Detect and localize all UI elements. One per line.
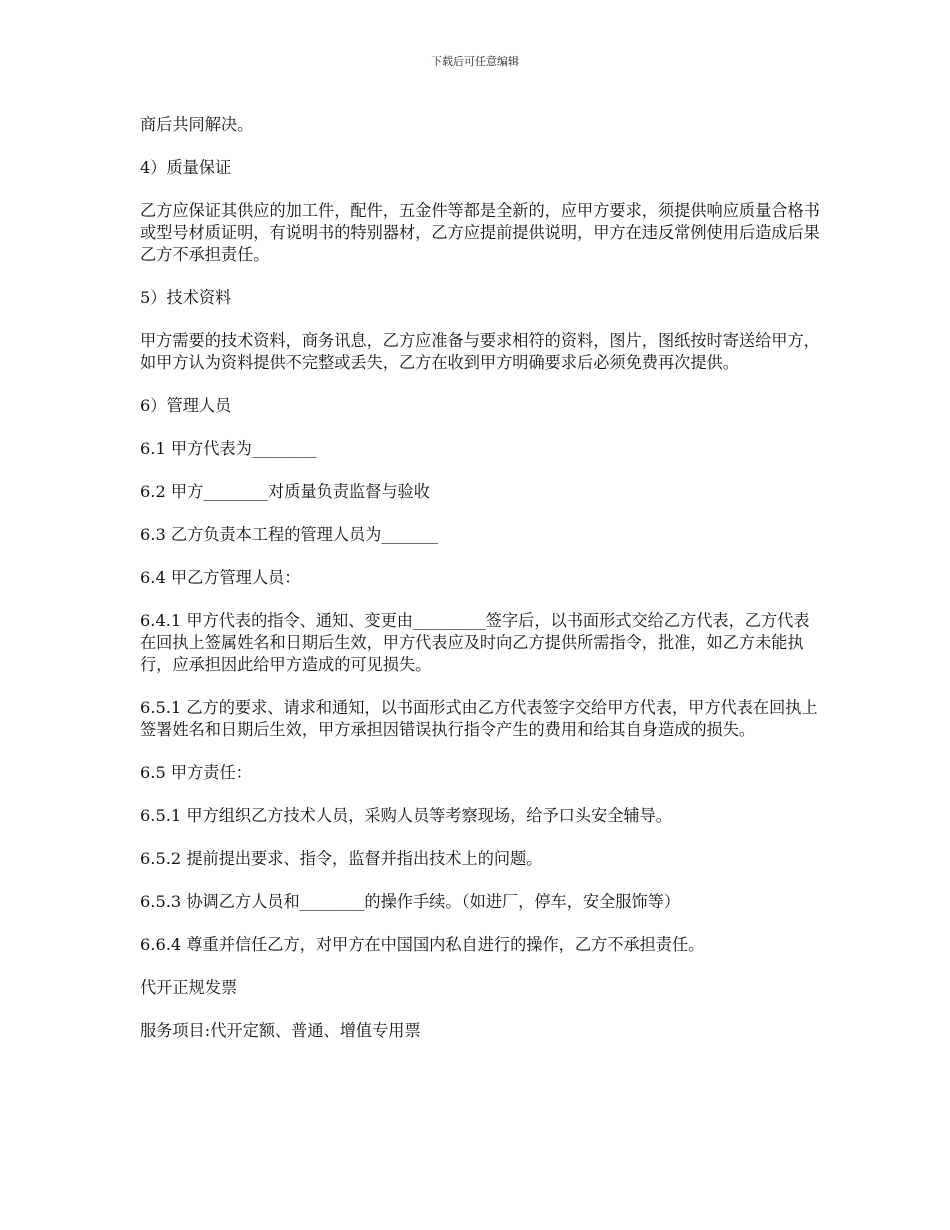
document-body	[140, 114, 820, 1063]
clause-6-5-3: 6.5.3 协调乙方人员和________的操作手续。（如进厂，停车，安全服饰等）	[140, 892, 681, 911]
clause-6-2: 6.2 甲方________对质量负责监督与验收	[140, 482, 430, 501]
clause-6-5-2: 6.5.2 提前提出要求、指令，监督并指出技术上的问题。	[140, 849, 543, 868]
clause-6-4: 6.4 甲乙方管理人员：	[140, 568, 301, 587]
section-heading-management: 6）管理人员	[140, 396, 232, 415]
section-heading-quality: 4）质量保证	[140, 158, 232, 177]
invoice-heading: 代开正规发票	[140, 978, 238, 997]
clause-6-5-1: 6.5.1 甲方组织乙方技术人员，采购人员等考察现场，给予口头安全辅导。	[140, 806, 672, 825]
paragraph-continuation: 商后共同解决。	[140, 115, 254, 134]
paragraph-quality: 乙方应保证其供应的加工件，配件，五金件等都是全新的，应甲方要求，须提供响应质量合格书或型号材质证明，有说明书的特别器材，乙方应提前提供说明，甲方在违反常例使用后造成后果乙方不承担责任。	[140, 201, 820, 264]
paragraph-tech-docs: 甲方需要的技术资料，商务讯息，乙方应准备与要求相符的资料，图片，图纸按时寄送给甲方，如甲方认为资料提供不完整或丢失，乙方在收到甲方明确要求后必须免费再次提供。	[140, 331, 820, 372]
clause-6-5: 6.5 甲方责任：	[140, 763, 252, 782]
clause-6-5-1-request: 6.5.1 乙方的要求、请求和通知，以书面形式由乙方代表签字交给甲方代表，甲方代表在回执上签署姓名和日期后生效，甲方承担因错误执行指令产生的费用和给其自身造成的损失。	[140, 698, 818, 739]
clause-6-6-4: 6.6.4 尊重并信任乙方，对甲方在中国国内私自进行的操作，乙方不承担责任。	[140, 935, 705, 954]
clause-6-1: 6.1 甲方代表为________	[140, 439, 317, 458]
section-heading-tech-docs: 5）技术资料	[140, 288, 232, 307]
service-items: 服务项目:代开定额、普通、增值专用票	[140, 1021, 421, 1040]
clause-6-4-1: 6.4.1 甲方代表的指令、通知、变更由_________签字后，以书面形式交给乙方代表，乙方代表在回执上签属姓名和日期后生效，甲方代表应及时向乙方提供所需指令，批准，如乙方未能执行，应承担因此给甲方造成的可见损失。	[140, 611, 810, 674]
clause-6-3: 6.3 乙方负责本工程的管理人员为_______	[140, 525, 438, 544]
page-header: 下载后可任意编辑	[431, 55, 519, 68]
